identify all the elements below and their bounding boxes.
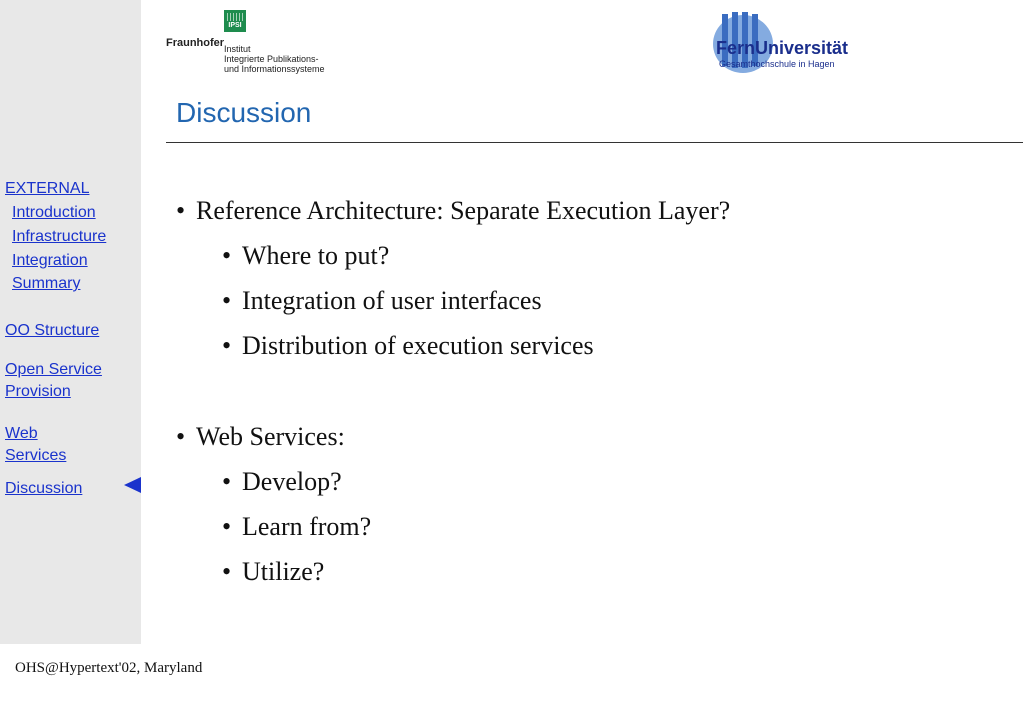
nav-link-oo-structure[interactable]: OO Structure <box>5 322 100 339</box>
nav-link-discussion[interactable]: Discussion <box>5 480 83 497</box>
bullet-dot: • <box>222 331 232 360</box>
sub-bullet-item <box>222 467 342 497</box>
nav-link-infrastructure[interactable]: Infrastructure <box>12 228 107 245</box>
footer-text: OHS@Hypertext'02, Maryland <box>15 660 203 676</box>
nav-link-integration[interactable]: Integration <box>12 252 88 269</box>
sub-bullet-item <box>222 286 542 316</box>
title-divider <box>166 142 1023 143</box>
nav-link-services[interactable]: Services <box>5 447 67 464</box>
left-triangle-icon <box>124 477 141 493</box>
bullet-dot: • <box>222 241 232 270</box>
bullet-dot: • <box>222 557 232 586</box>
institute-line-3: und Informationssysteme <box>224 64 325 74</box>
bullet-dot: • <box>176 422 186 451</box>
bullet-dot: • <box>222 467 232 496</box>
nav-link-external[interactable]: EXTERNAL <box>5 180 90 197</box>
institute-line-2: Integrierte Publikations- <box>224 54 319 64</box>
nav-link-summary[interactable]: Summary <box>12 275 81 292</box>
bullet-text: Distribution of execution services <box>242 331 594 360</box>
bullet-item <box>176 196 730 226</box>
bullet-dot: • <box>222 286 232 315</box>
page-title: Discussion <box>176 97 312 128</box>
bullet-item <box>176 422 345 452</box>
bullet-text: Learn from? <box>242 512 372 541</box>
sub-bullet-item <box>222 241 389 271</box>
ipsi-logo-icon <box>224 10 246 32</box>
fraunhofer-ipsi-logo <box>166 8 336 78</box>
nav-link-introduction[interactable]: Introduction <box>12 204 96 221</box>
nav-link-open-service[interactable]: Open Service <box>5 361 102 378</box>
sub-bullet-item <box>222 512 371 542</box>
nav-link-provision[interactable]: Provision <box>5 383 71 400</box>
fernuni-subtitle: Gesamthochschule in Hagen <box>719 59 835 69</box>
nav-link-web[interactable]: Web <box>5 425 38 442</box>
sub-bullet-item <box>222 557 324 587</box>
fernuni-wordmark: FernUniversität <box>716 38 849 58</box>
institute-line-1: Institut <box>224 44 251 54</box>
bullet-text: Develop? <box>242 467 342 496</box>
fraunhofer-wordmark: Fraunhofer <box>166 37 225 49</box>
fernuniversitaet-logo <box>710 8 890 74</box>
bullet-text: Integration of user interfaces <box>242 286 542 315</box>
bullet-dot: • <box>176 196 186 225</box>
ipsi-label: IPSI <box>228 22 242 29</box>
bullet-text: Reference Architecture: Separate Execution Layer? <box>196 196 731 225</box>
bullet-dot: • <box>222 512 232 541</box>
bullet-text: Where to put? <box>242 241 390 270</box>
bullet-text: Web Services: <box>196 422 345 451</box>
bullet-text: Utilize? <box>242 557 325 586</box>
sub-bullet-item <box>222 331 594 361</box>
sidebar-nav <box>0 0 141 644</box>
